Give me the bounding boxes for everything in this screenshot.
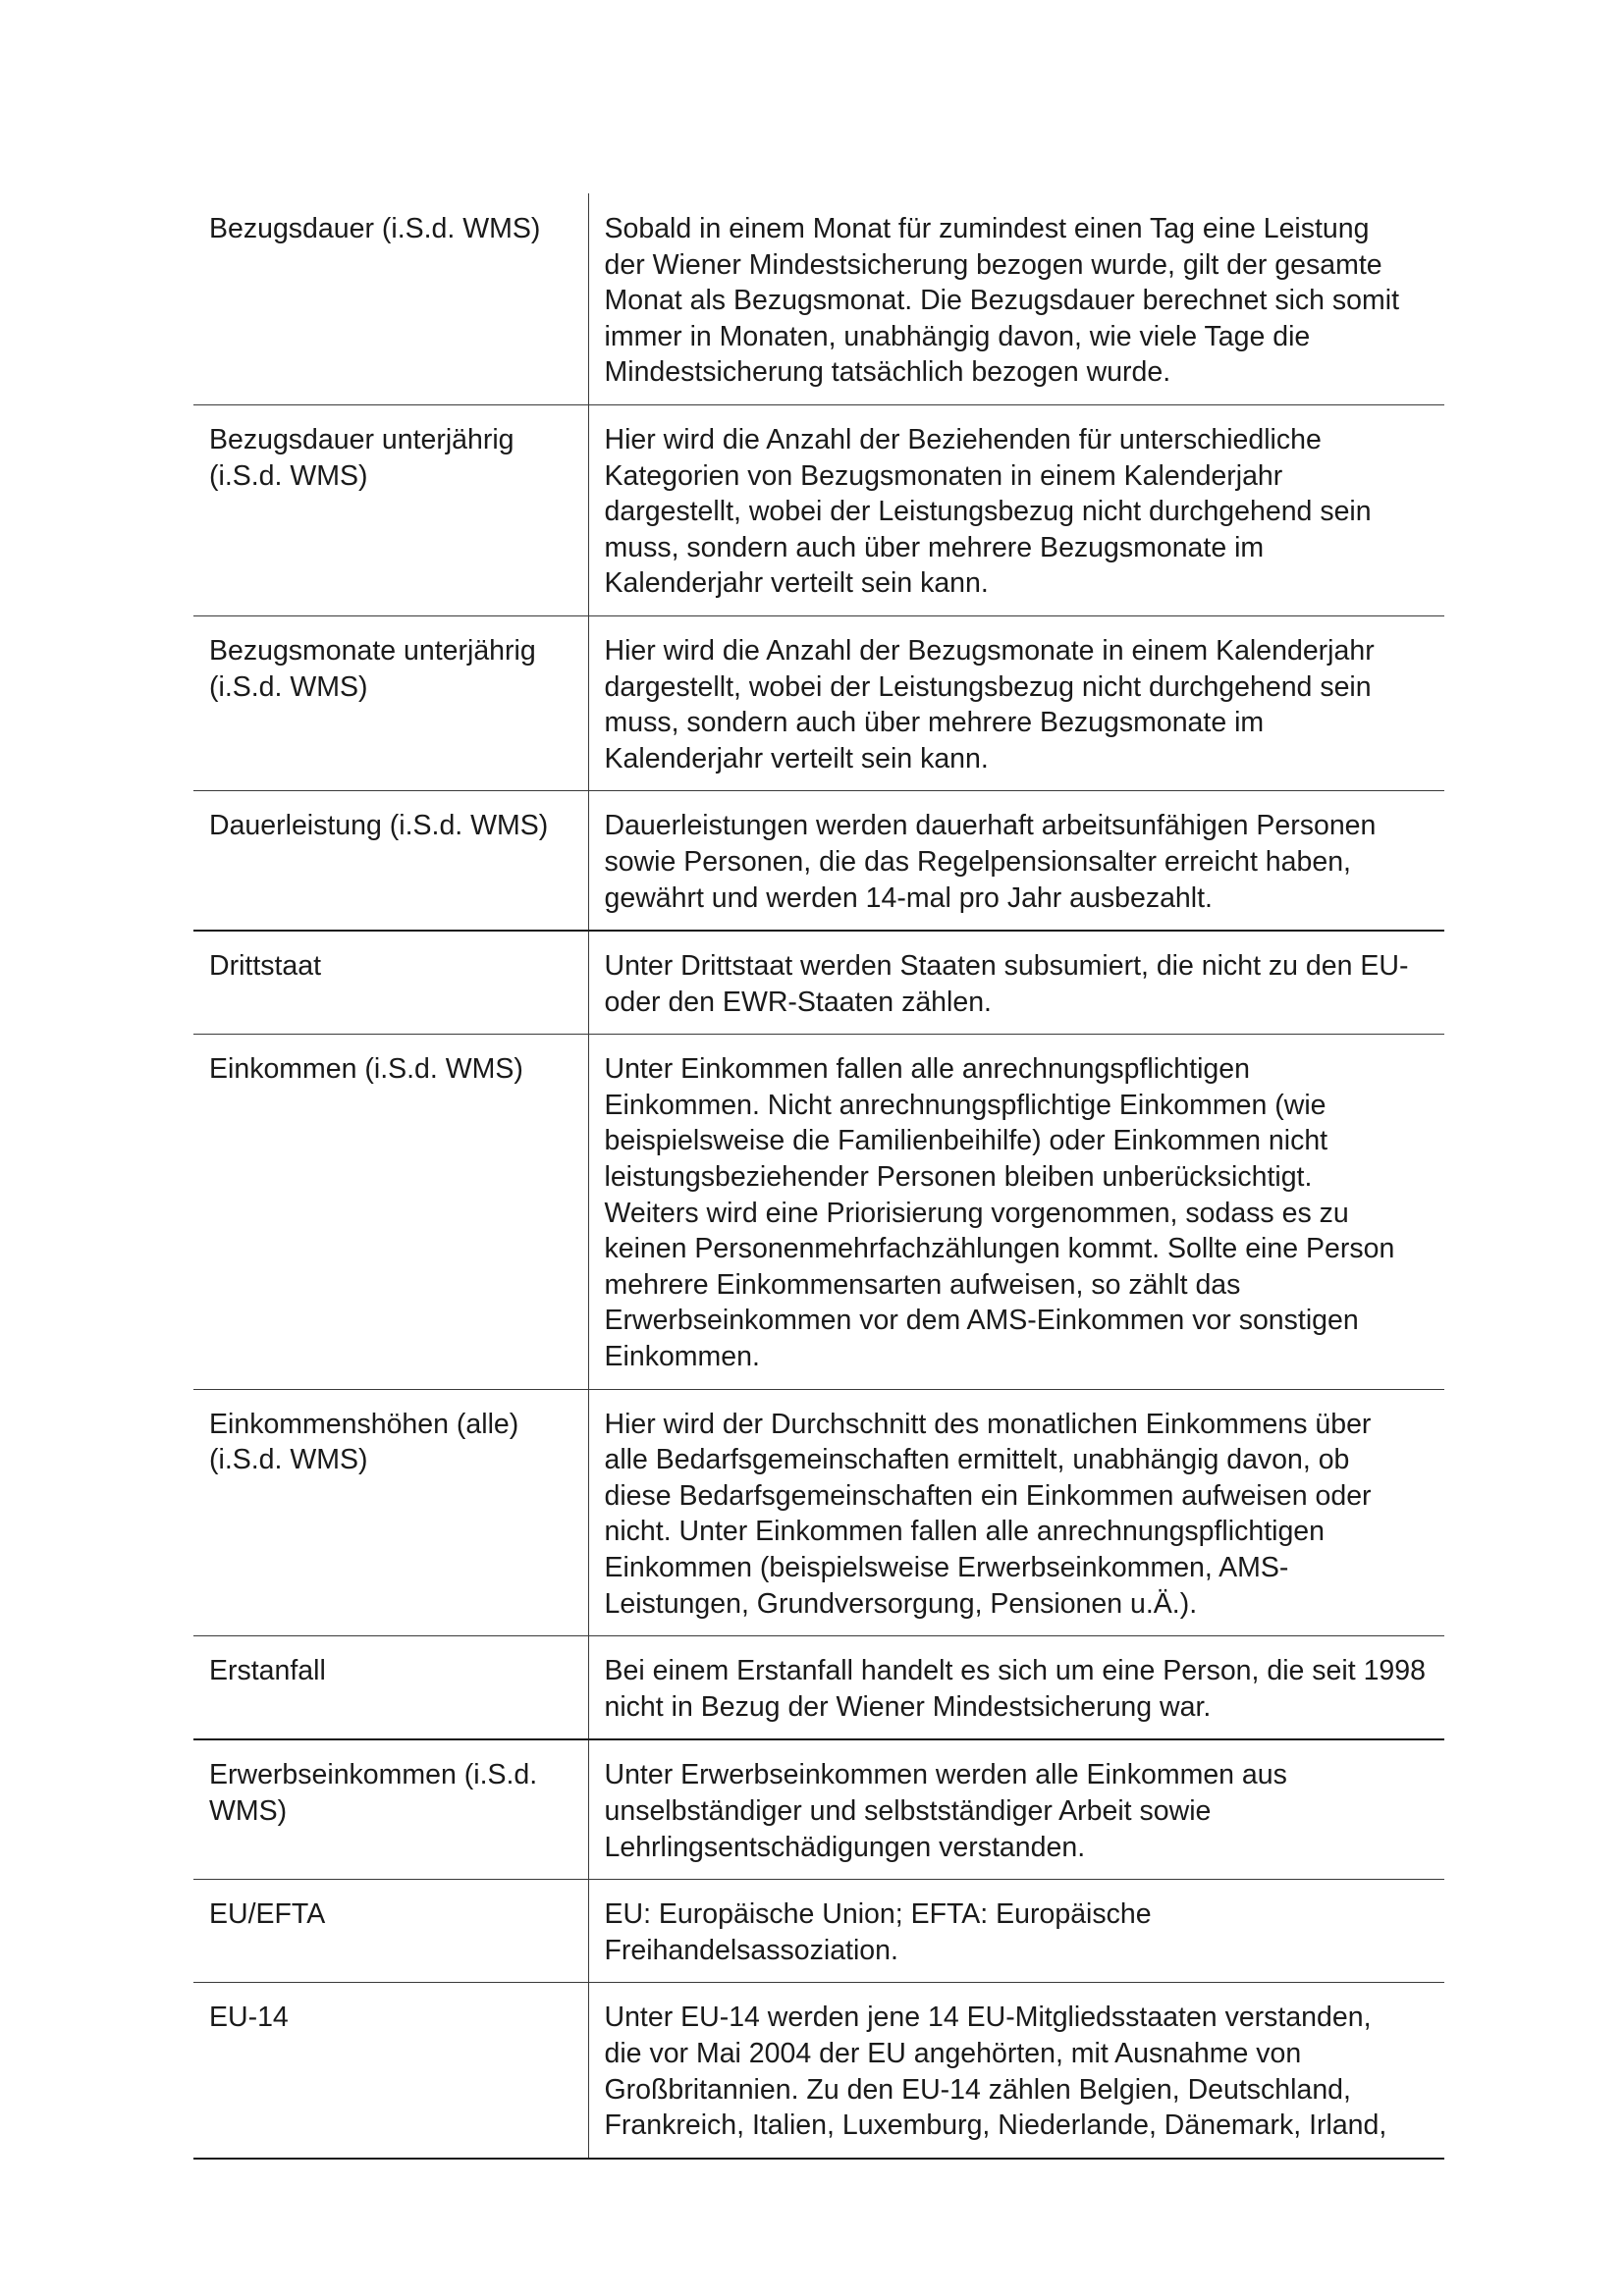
definition-line: gewährt und werden 14-mal pro Jahr ausbezahlt. (604, 881, 1213, 914)
definition-line: EU: Europäische Union; EFTA: Europäische (604, 1898, 1152, 1931)
definition-line: muss, sondern auch über mehrere Bezugsmonate im (604, 707, 1265, 739)
term-line: Bezugsmonate unterjährig (209, 634, 536, 667)
glossary-row (193, 791, 1444, 931)
definition-line: muss, sondern auch über mehrere Bezugsmonate im (604, 531, 1265, 563)
glossary-term (193, 931, 588, 1035)
term-line: Erstanfall (209, 1655, 326, 1687)
glossary-row (193, 1636, 1444, 1740)
glossary-term (193, 615, 588, 790)
glossary-definition (588, 193, 1444, 404)
definition-line: beispielsweise die Familienbeihilfe) oder Einkommen nicht (604, 1125, 1328, 1157)
term-line: (i.S.d. WMS) (209, 459, 368, 492)
glossary-definition (588, 791, 1444, 931)
glossary-term (193, 1983, 588, 2159)
glossary-row (193, 1983, 1444, 2159)
definition-line: Bei einem Erstanfall handelt es sich um eine Person, die seit 1998 (604, 1655, 1426, 1687)
definition-line: Weiters wird eine Priorisierung vorgenommen, sodass es zu (604, 1197, 1349, 1229)
glossary-term (193, 1636, 588, 1740)
glossary-definition (588, 1636, 1444, 1740)
definition-line: dargestellt, wobei der Leistungsbezug nicht durchgehend sein (604, 670, 1372, 703)
term-line: Bezugsdauer (i.S.d. WMS) (209, 213, 541, 244)
glossary-definition (588, 1035, 1444, 1389)
glossary-body (193, 193, 1444, 2159)
definition-line: Unter Erwerbseinkommen werden alle Einkommen aus (604, 1759, 1287, 1791)
definition-line: Einkommen (beispielsweise Erwerbseinkommen, AMS- (604, 1552, 1289, 1583)
definition-line: die vor Mai 2004 der EU angehörten, mit Ausnahme von (604, 2037, 1302, 2069)
definition-line: Kalenderjahr verteilt sein kann. (604, 567, 989, 600)
definition-line: Monat als Bezugsmonat. Die Bezugsdauer berechnet sich somit (604, 285, 1400, 317)
definition-line: Großbritannien. Zu den EU-14 zählen Belgien, Deutschland, (604, 2073, 1351, 2106)
definition-line: immer in Monaten, unabhängig davon, wie viele Tage die (604, 320, 1311, 352)
definition-line: Hier wird die Anzahl der Bezugsmonate in einem Kalenderjahr (604, 634, 1375, 667)
term-line: Einkommenshöhen (alle) (209, 1408, 519, 1440)
definition-line: nicht. Unter Einkommen fallen alle anrechnungspflichtigen (604, 1516, 1325, 1548)
definition-line: Freihandelsassoziation. (604, 1934, 898, 1966)
definition-line: Erwerbseinkommen vor dem AMS-Einkommen vor sonstigen (604, 1305, 1359, 1337)
definition-line: dargestellt, wobei der Leistungsbezug nicht durchgehend sein (604, 496, 1372, 528)
glossary-definition (588, 615, 1444, 790)
definition-line: Frankreich, Italien, Luxemburg, Niederlande, Dänemark, Irland, (604, 2109, 1387, 2142)
glossary-table (193, 193, 1444, 2160)
definition-line: unselbständiger und selbstständiger Arbeit sowie (604, 1794, 1212, 1827)
glossary-row (193, 1035, 1444, 1389)
glossary-row (193, 193, 1444, 404)
definition-line: Hier wird die Anzahl der Beziehenden für unterschiedliche (604, 423, 1322, 455)
definition-line: Leistungen, Grundversorgung, Pensionen u.Ä.). (604, 1587, 1198, 1620)
definition-line: Sobald in einem Monat für zumindest einen Tag eine Leistung (604, 213, 1370, 244)
glossary-row (193, 931, 1444, 1035)
glossary-definition (588, 404, 1444, 615)
definition-line: Einkommen. (604, 1341, 760, 1373)
definition-line: Kategorien von Bezugsmonaten in einem Kalenderjahr (604, 459, 1283, 492)
definition-line: nicht in Bezug der Wiener Mindestsicherung war. (604, 1690, 1212, 1723)
definition-line: diese Bedarfsgemeinschaften ein Einkommen aufweisen oder (604, 1479, 1372, 1512)
term-line: (i.S.d. WMS) (209, 670, 368, 703)
definition-line: mehrere Einkommensarten aufweisen, so zählt das (604, 1268, 1241, 1301)
term-line: Einkommen (i.S.d. WMS) (209, 1053, 523, 1086)
definition-line: Unter EU-14 werden jene 14 EU-Mitgliedsstaaten verstanden, (604, 2002, 1372, 2034)
glossary-term (193, 791, 588, 931)
glossary-row (193, 1739, 1444, 1879)
glossary-row (193, 1389, 1444, 1636)
definition-line: Unter Einkommen fallen alle anrechnungspflichtigen (604, 1053, 1250, 1086)
definition-line: Einkommen. Nicht anrechnungspflichtige Einkommen (wie (604, 1089, 1326, 1121)
term-line: Bezugsdauer unterjährig (209, 423, 514, 455)
glossary-term (193, 1389, 588, 1636)
glossary-definition (588, 931, 1444, 1035)
glossary-term (193, 1035, 588, 1389)
definition-line: keinen Personenmehrfachzählungen kommt. Sollte eine Person (604, 1233, 1395, 1265)
definition-line: Kalenderjahr verteilt sein kann. (604, 742, 989, 774)
term-line: EU/EFTA (209, 1898, 326, 1931)
definition-line: der Wiener Mindestsicherung bezogen wurde, gilt der gesamte (604, 248, 1382, 281)
glossary-term (193, 1880, 588, 1983)
glossary-definition (588, 1739, 1444, 1879)
definition-line: Unter Drittstaat werden Staaten subsumiert, die nicht zu den EU- (604, 950, 1409, 983)
term-line: WMS) (209, 1794, 288, 1827)
glossary-definition (588, 1983, 1444, 2159)
glossary-row (193, 404, 1444, 615)
glossary-definition (588, 1880, 1444, 1983)
glossary-row (193, 615, 1444, 790)
term-line: EU-14 (209, 2002, 289, 2034)
glossary-definition (588, 1389, 1444, 1636)
definition-line: sowie Personen, die das Regelpensionsalter erreicht haben, (604, 845, 1351, 878)
definition-line: alle Bedarfsgemeinschaften ermittelt, unabhängig davon, ob (604, 1444, 1350, 1476)
definition-line: Hier wird der Durchschnitt des monatlichen Einkommens über (604, 1408, 1372, 1440)
glossary-row (193, 1880, 1444, 1983)
definition-line: Dauerleistungen werden dauerhaft arbeitsunfähigen Personen (604, 810, 1377, 842)
glossary-term (193, 193, 588, 404)
definition-line: Mindestsicherung tatsächlich bezogen wurde. (604, 356, 1171, 389)
term-line: Drittstaat (209, 950, 322, 983)
term-line: (i.S.d. WMS) (209, 1444, 368, 1476)
glossary-term (193, 404, 588, 615)
glossary-term (193, 1739, 588, 1879)
definition-line: oder den EWR-Staaten zählen. (604, 986, 992, 1018)
term-line: Dauerleistung (i.S.d. WMS) (209, 810, 549, 842)
definition-line: Lehrlingsentschädigungen verstanden. (604, 1831, 1086, 1863)
term-line: Erwerbseinkommen (i.S.d. (209, 1759, 538, 1791)
definition-line: leistungsbeziehender Personen bleiben unberücksichtigt. (604, 1161, 1313, 1194)
